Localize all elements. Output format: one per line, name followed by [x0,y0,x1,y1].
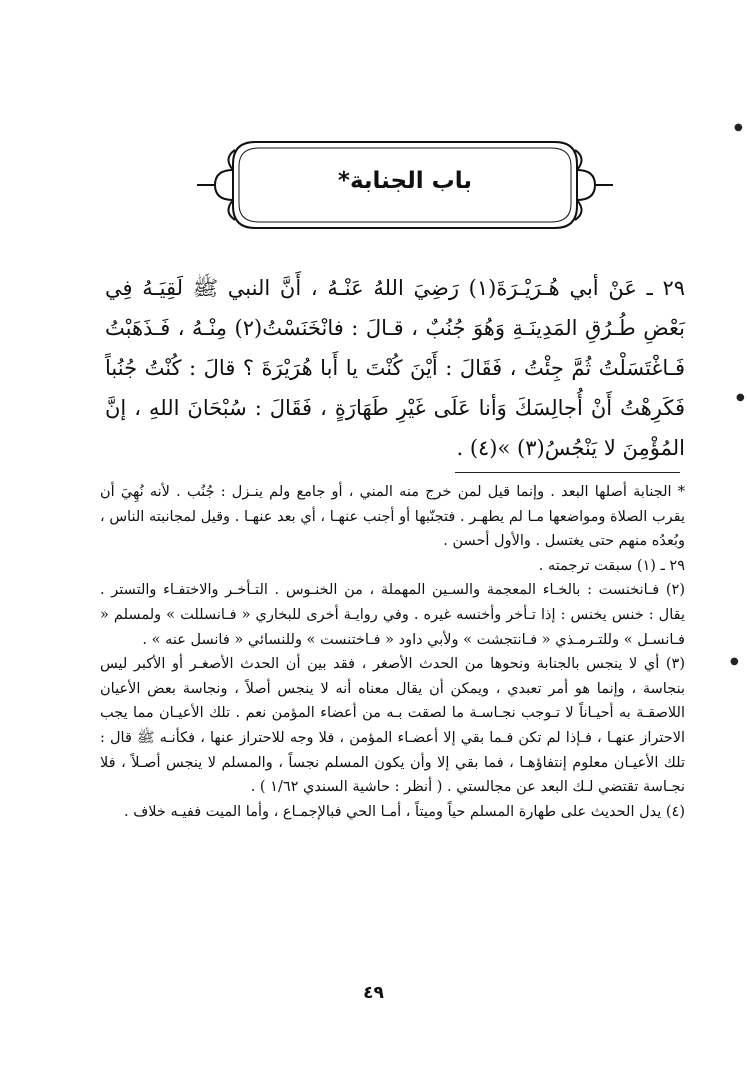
footnote-1: ٢٩ ـ (١) سبقت ترجمته . [538,557,685,574]
footnote-3: (٣) أي لا ينجس بالجنابة ونحوها من الحدث الأصغر ، فقد بين أن الحدث الأصغـر أو الأكبر ليس بنجاسة ، وإنما هو أمر تعبدي ، ويمكن أن يقال معناه أنه لا ينجس أصلاً ، ونجاسة بعض الأعيان اللاصقـة به أحيـاناً لا تـوجب نجـاسـة ما لصقت بـه من أعضاء المؤمن نعم . تلك الأعيـان مما يجب الاحتراز عنهـا ، فـإذا لم تكن فـما بقي إلا أعضـاء المؤمن ، فلا وجه للاحتراز عنها ، فكأنـه ﷺ قال : تلك الأعيـان معلوم إنتفاؤهـا ، فما بقي إلا وأن يكون المسلم نجساً ، والمسلم لا ينجس أصـلاً ، فلا نجـاسة تقتضي لـك البعد عن مجالستي . ( أنظر : حاشية السندي ١/٦٢ ) . [100,656,685,796]
footnote-4: (٤) يدل الحديث على طهارة المسلم حياً وميتاً ، أمـا الحي فبالإجمـاع ، وأما الميت ففيـه خلاف . [124,803,685,820]
hadith-text-block [105,268,685,468]
footnote-2: (٢) فـانخنست : بالخـاء المعجمة والسـين المهملة ، من الخنـوس . التـأخـر والاختفـاء والتستر . يقال : خنس يخنس : إذا تـأخر وأخنسه غيره . وفي روايـة أخرى للبخاري « فـانسللت » ولمسلم « فـانسـل » وللتـرمـذي « فـانتجشت » ولأبي داود « فـاختنست » وللنسائي « فانسل عنه » . [100,582,685,648]
chapter-title: باب الجنابة* [337,168,473,194]
scan-speck-icon: ● [730,656,739,667]
scan-speck-icon: ● [734,122,743,133]
scan-speck-icon: ● [736,392,745,403]
chapter-title-frame [195,130,615,240]
footnote-divider [455,472,680,473]
page-number: ٤٩ [363,983,384,1003]
footnotes-block [100,480,685,824]
hadith-29-text: ٢٩ ـ عَنْ أبي هُـرَيْـرَةَ(١) رَضِيَ اللهُ عَنْـهُ ، أَنَّ النبي ﷺ لَقِيَـهُ فِي بَعْضِ طُـرُقِ المَدِينَـةِ وَهُوَ جُنُبٌ ، قـالَ : فانْخَنَسْتُ(٢) مِنْـهُ ، فَـذَهَبْتُ فَـاغْتَسَلْتُ ثُمَّ جِئْتُ ، فَقَالَ : أَيْنَ كُنْتَ يا أَبا هُرَيْرَةَ ؟ قالَ : كُنْتُ جُنُباً فَكَرِهْتُ أَنْ أُجالِسَكَ وَأنا عَلَى غَيْرِ طَهَارَةٍ ، فَقَالَ : سُبْحَانَ اللهِ ، إنَّ المُؤْمِنَ لا يَنْجُسُ(٣) »(٤) . [105,276,685,460]
footnote-chapter: * الجنابة أصلها البعد . وإنما قيل لمن خرج منه المني ، أو جامع ولم ينـزل : جُنُب . لأنه نُهِيَ أن يقرب الصلاة ومواضعها مـا لم يطهـر . فتجنّبها أو أجنب عنهـا ، أي بعد عنهـا . وقيل لمجانبته الناس ، وبُعدُه منهم حتى يغتسل . والأول أحسن . [100,484,685,550]
